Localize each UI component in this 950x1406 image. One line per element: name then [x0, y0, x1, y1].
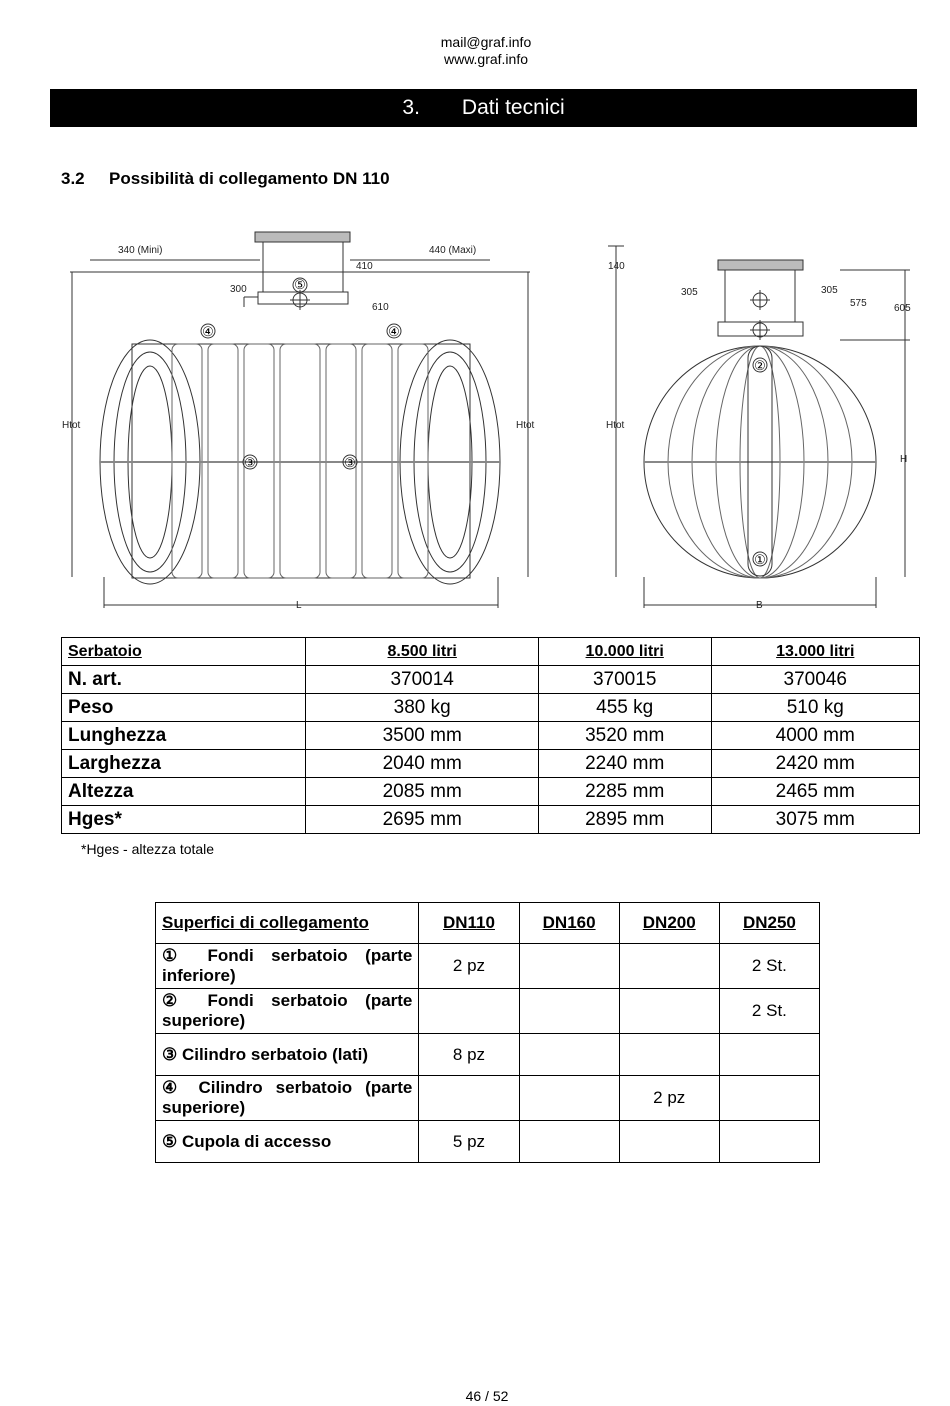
table-cell: 2240 mm	[538, 750, 711, 778]
table-cell	[419, 989, 519, 1034]
row-label: ② Fondi serbatoio (parte superiore)	[156, 989, 419, 1034]
table-cell: 4000 mm	[711, 722, 920, 750]
table-cell: 2 pz	[619, 1076, 719, 1121]
table-cell	[519, 989, 619, 1034]
table-cell	[719, 1076, 819, 1121]
header-cell: 10.000 litri	[538, 638, 711, 666]
table-cell: 2420 mm	[711, 750, 920, 778]
header-email: mail@graf.info	[440, 34, 532, 50]
table-cell	[719, 1121, 819, 1163]
row-label: Lunghezza	[62, 722, 306, 750]
row-label: Peso	[62, 694, 306, 722]
table-cell	[619, 1121, 719, 1163]
section-number: 3.2	[61, 169, 85, 188]
table-header-row	[156, 903, 820, 944]
header-cell: 13.000 litri	[711, 638, 920, 666]
table-row	[156, 1034, 820, 1076]
label-h: H	[900, 454, 908, 465]
row-label: Hges*	[62, 806, 306, 834]
label-610: 610	[372, 302, 389, 313]
table-cell	[419, 1076, 519, 1121]
table-cell: 3520 mm	[538, 722, 711, 750]
table-cell: 2695 mm	[306, 806, 538, 834]
label-410: 410	[356, 261, 373, 272]
table-cell: 2895 mm	[538, 806, 711, 834]
label-htot-left: Htot	[62, 420, 81, 431]
label-htot-side: Htot	[606, 420, 625, 431]
label-305-right: 305	[821, 285, 838, 296]
label-575: 575	[850, 298, 867, 309]
table-cell: 2 St.	[719, 944, 819, 989]
table-cell: 2085 mm	[306, 778, 538, 806]
label-mini: 340 (Mini)	[118, 245, 163, 256]
header-cell: Superfici di collegamento	[156, 903, 419, 944]
label-maxi: 440 (Maxi)	[429, 245, 477, 256]
table-cell: 2285 mm	[538, 778, 711, 806]
table-header-row	[62, 638, 920, 666]
table-footnote: *Hges - altezza totale	[81, 841, 215, 857]
page-header	[0, 34, 950, 68]
row-label: N. art.	[62, 666, 306, 694]
table-cell: 2 St.	[719, 989, 819, 1034]
table-row	[156, 1076, 820, 1121]
row-label: ③ Cilindro serbatoio (lati)	[156, 1034, 419, 1076]
row-label: ④ Cilindro serbatoio (parte superiore)	[156, 1076, 419, 1121]
chapter-title: Dati tecnici	[461, 96, 565, 119]
header-cell: DN110	[419, 903, 519, 944]
table-cell: 510 kg	[711, 694, 920, 722]
table-row	[156, 1121, 820, 1163]
table-cell	[519, 1076, 619, 1121]
section-title: Possibilità di collegamento DN 110	[109, 169, 390, 188]
marker-4-left: ④	[202, 324, 214, 339]
row-label: Larghezza	[62, 750, 306, 778]
marker-1: ①	[754, 552, 766, 567]
table-row	[62, 722, 920, 750]
label-l: L	[296, 600, 302, 611]
header-website: www.graf.info	[443, 51, 529, 67]
table-row	[156, 989, 820, 1034]
marker-4-right: ④	[388, 324, 400, 339]
header-cell: Serbatoio	[62, 638, 306, 666]
chapter-banner	[50, 89, 917, 127]
marker-2: ②	[754, 358, 766, 373]
row-label: ① Fondi serbatoio (parte inferiore)	[156, 944, 419, 989]
tank-specs-table	[61, 637, 920, 834]
header-cell: DN200	[619, 903, 719, 944]
section-heading	[61, 169, 390, 189]
table-row	[62, 778, 920, 806]
header-cell: 8.500 litri	[306, 638, 538, 666]
label-305-left: 305	[681, 287, 698, 298]
table-cell	[619, 989, 719, 1034]
table-row	[62, 666, 920, 694]
table-cell	[619, 1034, 719, 1076]
table-cell: 380 kg	[306, 694, 538, 722]
marker-3-right: ③	[344, 455, 356, 470]
table-cell	[519, 944, 619, 989]
table-cell	[519, 1034, 619, 1076]
tank-technical-drawing	[60, 222, 920, 614]
marker-5: ⑤	[294, 277, 306, 292]
table-cell: 5 pz	[419, 1121, 519, 1163]
table-cell: 2 pz	[419, 944, 519, 989]
table-cell: 455 kg	[538, 694, 711, 722]
table-row	[62, 750, 920, 778]
page-number: 46 / 52	[465, 1388, 509, 1404]
table-cell	[519, 1121, 619, 1163]
header-cell: DN250	[719, 903, 819, 944]
table-cell: 2465 mm	[711, 778, 920, 806]
row-label: Altezza	[62, 778, 306, 806]
table-row	[62, 694, 920, 722]
label-b: B	[756, 600, 763, 611]
chapter-number: 3.	[402, 96, 420, 119]
label-605: 605	[894, 303, 911, 314]
table-cell: 3500 mm	[306, 722, 538, 750]
table-cell	[619, 944, 719, 989]
connection-surfaces-table	[155, 902, 820, 1163]
table-cell: 370014	[306, 666, 538, 694]
table-row	[62, 806, 920, 834]
table-cell	[719, 1034, 819, 1076]
table-cell: 370015	[538, 666, 711, 694]
table-cell: 8 pz	[419, 1034, 519, 1076]
marker-3-left: ③	[244, 455, 256, 470]
table-row	[156, 944, 820, 989]
header-cell: DN160	[519, 903, 619, 944]
row-label: ⑤ Cupola di accesso	[156, 1121, 419, 1163]
table-cell: 2040 mm	[306, 750, 538, 778]
table-cell: 3075 mm	[711, 806, 920, 834]
label-140: 140	[608, 261, 625, 272]
label-300: 300	[230, 284, 247, 295]
table-cell: 370046	[711, 666, 920, 694]
label-htot-right: Htot	[516, 420, 535, 431]
